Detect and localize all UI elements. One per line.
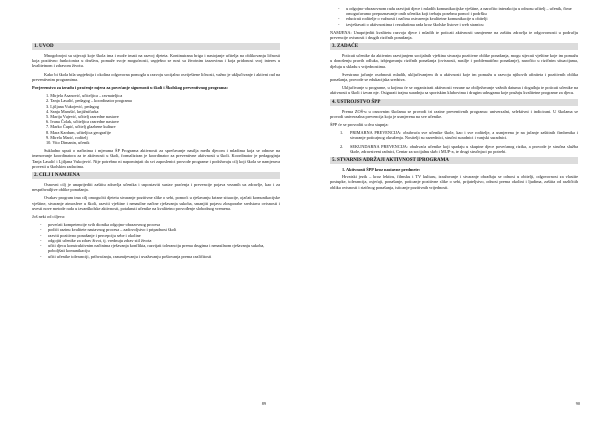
aims-list (40, 222, 280, 258)
aim-item: - povećati kompetencije svih dionika odgojno-obrazovnog procesa (40, 222, 280, 227)
aim-item: - u odgojno-obrazovnom radu razvijati djece i mladih komunikacijske vještine, a naročito interakciju u odnosu učitelj – učenik, čime omogućavamo prepoznavanje onih učenika koji trebaju posebnu pomoć i podršku (338, 6, 578, 16)
aim-item: - odgojiti učenike za zdrav život, tj. vrednuju zdrav stil života (40, 238, 280, 243)
team-member: 5. Marija Vujević, učitelj razredne nastave (46, 114, 119, 120)
tasks-paragraph-1: Poticati učenike da aktivnim razvijanjem socijalnih vještina stvaraju pozitivne oblike ponašanja, mogu stjecati vještine koje im pomažu u donošenju pravih odluka, izbjegavanju rizičnih ponašanja (ovisnosti, nasilje i problematično ponašanje), naročito u rizičnim situacijama, djeluju u skladu s vrijednostima. (330, 53, 578, 69)
team-member: 1. Mirjela Asanović, učiteljica – ravnateljica (46, 93, 123, 99)
aim-item: - učiti djecu konstruktivnim načinima rješavanja konflikta, razvijati toleranciju prema drugima i nenasilnom rješavanju sukoba, poboljšati komunikaciju (40, 243, 280, 253)
team-member: 9. Mirela Marić, roditelj (46, 134, 88, 140)
team-member: 6. Ivana Čolak, učiteljica razredne nastave (46, 119, 119, 125)
tasks-paragraph-3: Uključivanje u programe, u kojima će se organizirati aktivnosti vezane uz obilježavanje važnih datuma i događaja te poticati učenike na aktivnosti u školi i izvan nje. Osigurati trajnu suradnju sa sportskim klubovima i drugim udrugama koje pružaju kvalitetne programe za djecu. (330, 85, 578, 96)
aims-continued-list (338, 6, 578, 27)
prevention-level-item (340, 130, 578, 140)
aim-item: - podići razinu kvalitete nastavnog procesa – zadovoljstvo i pripadnost školi (40, 227, 280, 232)
tasks-paragraph-2: Svestrano jačanje osobnosti mladih, uključivanjem ih u aktivnosti koje im pomažu u razvoju njihovih afiniteta i pozitivnih oblika ponašanja, provode se edukacijska sredstva. (330, 71, 578, 83)
team-member: 8. Mara Kardum, učiteljica geografije (46, 129, 111, 135)
page-right (300, 0, 600, 424)
aim-item: - educirati roditelje o važnosti i načinu ostvarenja kvalitetne komunikacije u obitelji (338, 16, 578, 21)
aim-item: - razviti pozitivno ponašanje i percepciju sebe i okoline (40, 233, 280, 238)
structure-paragraph-1: Prema ZOŠ-u u osnovnim školama se provodi tri razine preventivnih programa: univerzalni, selektivni i indicirani. U školama se provodi univerzalna prevencija koja je usmjerena na sve učenike. (330, 108, 578, 119)
purpose-paragraph: NAMJENA: Unaprijediti kvalitetu razvoja djece i mladih te poticati aktivnosti usmjerene na zaštitu zdravlja te odgovornosti u području prevencije ovisnosti i drugih rizičnih ponašanja. (330, 29, 578, 41)
team-member: 4. Sanja Marušić, knjižničarka (46, 108, 99, 114)
intro-paragraph-1: Mnogobrojni su utjecaji koje škola ima i može imati na razvoj djeteta. Kontinuirana briga i nastojanje učitelja na oblikovanju ličnosti koja pozitivno funkcionira u društvu, pomaže svoje mogućnosti, uspješno se nosi sa životnim izazovima i koja pridonosi svoj interes u kvalitetnom i zdravom životu. (32, 53, 280, 69)
level-text: SEKUNDARNA PREVENCIJA: obuhvaća učenike koji spadaju u skupine djece povećanog rizika, a provode je stručna služba škole, zdravstveni radnici, Centar za socijalnu skrb i MUP-a, te drugi stručnjaci po potrebi. (350, 143, 578, 154)
goal-paragraph-1: Osnovni cilj je unaprijediti zaštitu zdravlja učenika i uspostaviti sustav praćenja i prevencije pojava vezanih uz zdravlje, kao i za nesprihvatljive oblike ponašanja. (32, 182, 280, 193)
left-column (32, 40, 280, 262)
team-list (46, 93, 280, 145)
level-text: PRIMARNA PREVENCIJA: obuhvaća sve učenike škole, kao i sve roditelje, a usmjerena je na jačanje zaštitnih čimbenika i stvaranje poticajnog okruženja. Nositelji su razrednici, stručni suradnici i vanjski suradnici. (350, 130, 578, 141)
aim-item: - učiti učenike toleranciji, prihvaćanju, razumijevanju i uvažavanju poštovanja prema različitosti (40, 254, 280, 259)
section-heading-intro: 1. UVOD (32, 43, 280, 50)
prevention-level-item (340, 144, 578, 154)
team-heading: Povjerenstvo za izradu i praćenje mjera za povećanje sigurnosti u školi i Školskog preventivnog programa: (32, 85, 228, 91)
section-heading-tasks: 3. ZADAĆE (330, 43, 578, 50)
page-number: 89 (261, 401, 266, 406)
section-heading-goal: 2. CILJ I NAMJENA (32, 172, 280, 179)
section-heading-content: 5. STVARNIS ADRŽAJI AKTIVNOST IPROGRAMA (330, 157, 578, 164)
team-member: 10. Vito Dimanin, učenik (46, 140, 90, 146)
structure-paragraph-2: ŠPP će se provoditi u dva stupnja: (330, 122, 389, 128)
level-number: 2. (340, 143, 344, 149)
intro-paragraph-2: Kako bi škola bila uspješnija i okolina odgovorna pomogla u razvoju socijalno osviještene ličnosti, važno je uključivanje i aktivni rad na preventivnim programima. (32, 71, 280, 82)
team-member: 7. Marko Čupić, učitelj glazbene kulture (46, 124, 116, 130)
right-column (330, 6, 578, 193)
subjects-paragraph: Hrvatski jezik – kroz lektiru, filmsku i TV kulturu, izražavanje i stvaranje obrađuju se odnosi u obitelji, odgovornost za vlastite postupke, tolerancija, osjećaji, ponašanje, poticanje pozitivne slike o sebi, prijateljstvo, odnosi prema okolini i ljudima, zaštita od različitih oblika ovisnosti i rizičnog ponašanja, isticanje pozitivnih vrijednosti. (330, 174, 578, 190)
aims-intro: Još neki od ciljeva: (32, 214, 66, 220)
subheading-subjects: 1. Aktivnosti ŠPP kroz nastavne predmete: (342, 167, 421, 173)
prevention-levels-list (340, 130, 578, 154)
team-paragraph: Sukladno uputi o načinima i mjerama ŠP Programa aktivnosti za sprečavanje nasilja među djecom i mladima koja se odnose na imenovanje koordinatora za te aktivnosti u školi, formaliziran je koordinator za preventivne aktivnosti u školi. Koordinator je pedagoginja Tanja Lasalić i Ljiljana Vukojević. Nije potrebno ni napominjati da svi zaposlenici provode programe i podržavaju cilj koji škola se namjerava provesti u školskim zadacima. (32, 148, 280, 169)
level-number: 1. (340, 130, 344, 136)
team-member: 2. Tanja Lasalić, pedagog – koordinator programa (46, 98, 132, 104)
section-heading-structure: 4. USTROJSTVO ŠPP (330, 99, 578, 106)
goal-paragraph-2: Ovakav program ima cilj omogućiti djetetu stvaranje pozitivne slike o sebi, pomoći u rješavanju krizne situacije, ojačati komunikacijske vještine, stvaranje atmosfere u školi, razviti vještine i nenasilne načine rješavanja sukoba, smanjiti pojavu zlouporabe sredstava ovisnosti i uvesti nove metode rada u izvanškolske aktivnosti, potaknuti učenike na kvalitetno provođenje slobodnog vremena. (32, 195, 280, 211)
page-number: 90 (575, 401, 580, 406)
team-member: 3. Ljiljana Vukojević, pedagog (46, 103, 100, 109)
aim-item: - izvještavati o aktivnostima i rezultatima rada kroz školske listove i web stranicu (338, 22, 578, 27)
